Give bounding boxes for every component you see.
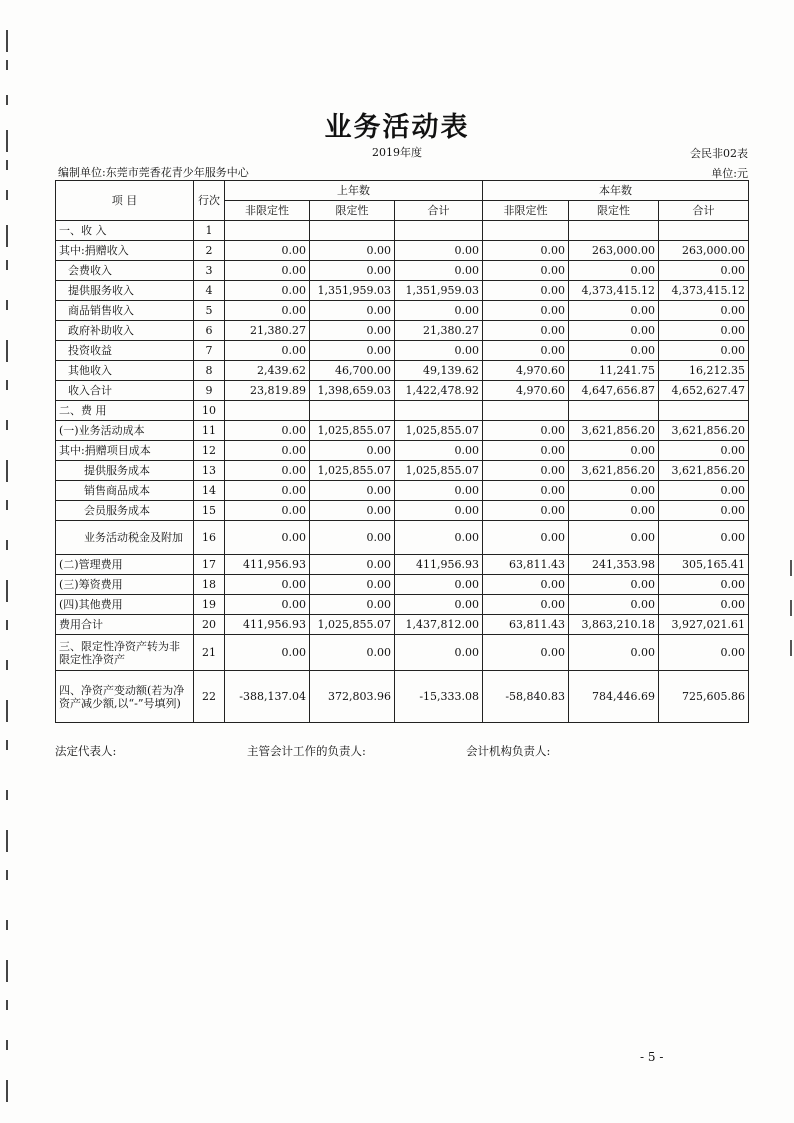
header-curr-unrestricted: 非限定性 <box>483 201 569 221</box>
scan-mark <box>6 300 16 310</box>
row-value-cell <box>659 401 749 421</box>
row-line-number: 7 <box>194 341 225 361</box>
row-line-number: 5 <box>194 301 225 321</box>
row-value-cell: 0.00 <box>310 575 395 595</box>
left-margin-marks <box>6 0 20 1123</box>
row-item-label: 会费收入 <box>56 261 194 281</box>
row-line-number: 1 <box>194 221 225 241</box>
row-value-cell: 3,621,856.20 <box>569 421 659 441</box>
row-line-number: 14 <box>194 481 225 501</box>
table-row <box>56 575 749 595</box>
row-value-cell: 241,353.98 <box>569 555 659 575</box>
row-value-cell: 0.00 <box>310 555 395 575</box>
row-item-label: (一)业务活动成本 <box>56 421 194 441</box>
row-value-cell: 3,863,210.18 <box>569 615 659 635</box>
table-row <box>56 361 749 381</box>
row-line-number: 21 <box>194 635 225 671</box>
row-value-cell: 0.00 <box>310 635 395 671</box>
row-item-label: 业务活动税金及附加 <box>56 521 194 555</box>
scan-mark <box>6 460 16 482</box>
table-row <box>56 421 749 441</box>
row-value-cell: 0.00 <box>225 521 310 555</box>
row-value-cell: 3,621,856.20 <box>569 461 659 481</box>
row-value-cell: 3,621,856.20 <box>659 421 749 441</box>
scan-mark <box>6 30 16 52</box>
scan-mark <box>6 700 16 722</box>
scan-mark <box>6 960 16 982</box>
row-item-label: 三、限定性净资产转为非限定性净资产 <box>56 635 194 671</box>
scan-mark <box>6 60 16 70</box>
currency-unit: 单位:元 <box>711 167 748 180</box>
table-row <box>56 635 749 671</box>
row-item-label: 一、收 入 <box>56 221 194 241</box>
accounting-dept-label: 会计机构负责人: <box>466 744 551 758</box>
header-curr-restricted: 限定性 <box>569 201 659 221</box>
row-value-cell: 0.00 <box>483 481 569 501</box>
row-line-number: 13 <box>194 461 225 481</box>
row-value-cell <box>569 401 659 421</box>
scan-mark <box>6 420 16 430</box>
scan-mark <box>6 225 16 247</box>
row-value-cell: 0.00 <box>310 521 395 555</box>
row-line-number: 10 <box>194 401 225 421</box>
row-value-cell: 784,446.69 <box>569 671 659 723</box>
activity-statement-table <box>55 180 749 723</box>
row-item-label: 其中:捐赠收入 <box>56 241 194 261</box>
row-value-cell: 0.00 <box>659 521 749 555</box>
row-value-cell: 23,819.89 <box>225 381 310 401</box>
row-value-cell: 0.00 <box>310 261 395 281</box>
scan-mark <box>6 260 16 270</box>
table-row <box>56 321 749 341</box>
table-row <box>56 381 749 401</box>
row-value-cell: 0.00 <box>659 575 749 595</box>
row-value-cell: 0.00 <box>395 521 483 555</box>
row-value-cell: 0.00 <box>483 261 569 281</box>
table-row <box>56 461 749 481</box>
row-value-cell: 49,139.62 <box>395 361 483 381</box>
row-value-cell <box>483 221 569 241</box>
row-value-cell: 0.00 <box>395 241 483 261</box>
row-value-cell: 305,165.41 <box>659 555 749 575</box>
row-item-label: 投资收益 <box>56 341 194 361</box>
header-curr-total: 合计 <box>659 201 749 221</box>
table-row <box>56 281 749 301</box>
row-value-cell: 0.00 <box>225 341 310 361</box>
row-value-cell: 411,956.93 <box>225 555 310 575</box>
row-item-label: (三)筹资费用 <box>56 575 194 595</box>
scan-mark <box>6 340 16 362</box>
row-line-number: 19 <box>194 595 225 615</box>
scan-mark <box>6 190 16 200</box>
row-value-cell: 0.00 <box>225 281 310 301</box>
row-value-cell <box>569 221 659 241</box>
header-curr-year: 本年数 <box>483 181 749 201</box>
row-value-cell: 46,700.00 <box>310 361 395 381</box>
row-value-cell: 0.00 <box>225 441 310 461</box>
table-row <box>56 555 749 575</box>
row-value-cell: 1,351,959.03 <box>395 281 483 301</box>
row-value-cell: 0.00 <box>483 501 569 521</box>
scan-mark <box>786 560 792 576</box>
row-value-cell <box>483 401 569 421</box>
row-value-cell: 0.00 <box>569 321 659 341</box>
row-line-number: 8 <box>194 361 225 381</box>
row-value-cell: 0.00 <box>483 321 569 341</box>
row-value-cell: 0.00 <box>395 261 483 281</box>
row-value-cell: 0.00 <box>569 635 659 671</box>
scan-mark <box>6 580 16 602</box>
row-line-number: 15 <box>194 501 225 521</box>
scan-mark <box>6 870 16 880</box>
row-value-cell: 4,647,656.87 <box>569 381 659 401</box>
scan-mark <box>6 95 16 105</box>
row-value-cell: 4,373,415.12 <box>659 281 749 301</box>
row-value-cell: 0.00 <box>395 341 483 361</box>
header-item: 项 目 <box>56 181 194 221</box>
row-value-cell: 0.00 <box>225 461 310 481</box>
row-value-cell: 0.00 <box>569 301 659 321</box>
row-value-cell: 0.00 <box>569 261 659 281</box>
row-value-cell: 4,652,627.47 <box>659 381 749 401</box>
row-value-cell: 0.00 <box>483 441 569 461</box>
row-value-cell: 0.00 <box>659 321 749 341</box>
scan-mark <box>786 640 792 656</box>
row-line-number: 22 <box>194 671 225 723</box>
row-value-cell: 0.00 <box>225 635 310 671</box>
row-value-cell: 4,373,415.12 <box>569 281 659 301</box>
row-value-cell: 0.00 <box>483 421 569 441</box>
row-value-cell: 0.00 <box>569 521 659 555</box>
scan-mark <box>6 660 16 670</box>
row-item-label: 会员服务成本 <box>56 501 194 521</box>
scan-mark <box>6 1040 16 1050</box>
table-row <box>56 221 749 241</box>
row-item-label: 四、净资产变动额(若为净资产减少额,以“-”号填列) <box>56 671 194 723</box>
row-value-cell: 0.00 <box>483 341 569 361</box>
row-item-label: 费用合计 <box>56 615 194 635</box>
row-value-cell: 372,803.96 <box>310 671 395 723</box>
scan-mark <box>6 540 16 550</box>
row-value-cell: 0.00 <box>225 501 310 521</box>
row-value-cell: 0.00 <box>395 635 483 671</box>
row-item-label: 商品销售收入 <box>56 301 194 321</box>
row-value-cell: 1,025,855.07 <box>395 461 483 481</box>
table-row <box>56 341 749 361</box>
row-line-number: 17 <box>194 555 225 575</box>
row-line-number: 18 <box>194 575 225 595</box>
row-value-cell: 0.00 <box>395 575 483 595</box>
scan-mark <box>6 740 16 750</box>
row-value-cell: 411,956.93 <box>225 615 310 635</box>
row-value-cell: -15,333.08 <box>395 671 483 723</box>
header-prev-restricted: 限定性 <box>310 201 395 221</box>
scan-mark <box>6 920 16 930</box>
row-value-cell: 0.00 <box>310 341 395 361</box>
right-margin-marks <box>782 0 792 1123</box>
table-row <box>56 401 749 421</box>
row-value-cell: 11,241.75 <box>569 361 659 381</box>
row-value-cell: 1,398,659.03 <box>310 381 395 401</box>
row-value-cell: 4,970.60 <box>483 381 569 401</box>
row-value-cell: 0.00 <box>569 481 659 501</box>
row-value-cell: 0.00 <box>483 635 569 671</box>
header-prev-year: 上年数 <box>225 181 483 201</box>
row-value-cell: 0.00 <box>310 501 395 521</box>
row-value-cell: 1,025,855.07 <box>310 615 395 635</box>
row-value-cell: 263,000.00 <box>659 241 749 261</box>
row-value-cell <box>395 221 483 241</box>
scan-mark <box>6 380 16 390</box>
scan-mark <box>6 790 16 800</box>
row-value-cell <box>225 221 310 241</box>
row-value-cell: 63,811.43 <box>483 615 569 635</box>
row-value-cell: 0.00 <box>569 501 659 521</box>
row-value-cell: 0.00 <box>659 261 749 281</box>
table-row <box>56 595 749 615</box>
table-row <box>56 241 749 261</box>
row-value-cell <box>395 401 483 421</box>
scan-mark <box>786 600 792 616</box>
row-line-number: 11 <box>194 421 225 441</box>
row-line-number: 3 <box>194 261 225 281</box>
row-value-cell: 1,437,812.00 <box>395 615 483 635</box>
row-value-cell: 0.00 <box>569 595 659 615</box>
row-value-cell: 1,025,855.07 <box>395 421 483 441</box>
scan-mark <box>6 620 16 630</box>
row-item-label: 收入合计 <box>56 381 194 401</box>
table-row <box>56 671 749 723</box>
row-value-cell: 1,025,855.07 <box>310 421 395 441</box>
table-row <box>56 481 749 501</box>
row-value-cell: 0.00 <box>659 595 749 615</box>
row-value-cell: 0.00 <box>310 241 395 261</box>
report-year: 2019年度 <box>372 146 422 159</box>
table-row <box>56 615 749 635</box>
row-item-label: 其他收入 <box>56 361 194 381</box>
preparing-unit: 编制单位:东莞市莞香花青少年服务中心 <box>58 166 249 179</box>
row-value-cell: 0.00 <box>395 595 483 615</box>
row-item-label: (二)管理费用 <box>56 555 194 575</box>
row-value-cell: 0.00 <box>395 501 483 521</box>
scan-mark <box>6 1080 16 1102</box>
row-value-cell: 1,422,478.92 <box>395 381 483 401</box>
row-value-cell: 0.00 <box>225 481 310 501</box>
row-value-cell: 16,212.35 <box>659 361 749 381</box>
row-value-cell: 1,025,855.07 <box>310 461 395 481</box>
row-value-cell: 0.00 <box>483 521 569 555</box>
row-value-cell: 1,351,959.03 <box>310 281 395 301</box>
header-prev-total: 合计 <box>395 201 483 221</box>
accounting-head-label: 主管会计工作的负责人: <box>247 744 366 758</box>
row-value-cell: 2,439.62 <box>225 361 310 381</box>
table-row <box>56 501 749 521</box>
row-value-cell: 0.00 <box>659 481 749 501</box>
row-item-label: 提供服务成本 <box>56 461 194 481</box>
row-value-cell: 0.00 <box>310 301 395 321</box>
row-value-cell: 0.00 <box>483 301 569 321</box>
row-value-cell: 3,621,856.20 <box>659 461 749 481</box>
row-value-cell: 0.00 <box>659 341 749 361</box>
header-prev-unrestricted: 非限定性 <box>225 201 310 221</box>
scan-mark <box>6 1000 16 1010</box>
header-line: 行次 <box>194 181 225 221</box>
row-item-label: 二、费 用 <box>56 401 194 421</box>
scan-mark <box>6 160 16 170</box>
row-value-cell: 21,380.27 <box>395 321 483 341</box>
report-title: 业务活动表 <box>324 112 470 143</box>
row-value-cell: 725,605.86 <box>659 671 749 723</box>
table-row <box>56 441 749 461</box>
row-value-cell: -58,840.83 <box>483 671 569 723</box>
row-value-cell: 263,000.00 <box>569 241 659 261</box>
row-value-cell: 0.00 <box>659 635 749 671</box>
row-value-cell: 0.00 <box>659 301 749 321</box>
table-row <box>56 261 749 281</box>
form-code: 会民非02表 <box>690 147 748 160</box>
row-value-cell: 0.00 <box>225 301 310 321</box>
table-row <box>56 521 749 555</box>
row-item-label: 其中:捐赠项目成本 <box>56 441 194 461</box>
row-value-cell: 0.00 <box>483 241 569 261</box>
row-value-cell: 0.00 <box>659 441 749 461</box>
legal-representative-label: 法定代表人: <box>55 744 117 758</box>
row-line-number: 16 <box>194 521 225 555</box>
row-value-cell: -388,137.04 <box>225 671 310 723</box>
row-value-cell: 0.00 <box>569 341 659 361</box>
row-value-cell: 21,380.27 <box>225 321 310 341</box>
row-line-number: 9 <box>194 381 225 401</box>
row-value-cell: 0.00 <box>483 595 569 615</box>
row-value-cell: 4,970.60 <box>483 361 569 381</box>
row-value-cell: 3,927,021.61 <box>659 615 749 635</box>
table-row <box>56 301 749 321</box>
row-value-cell: 411,956.93 <box>395 555 483 575</box>
row-value-cell: 0.00 <box>569 441 659 461</box>
row-value-cell: 0.00 <box>659 501 749 521</box>
row-value-cell: 0.00 <box>225 421 310 441</box>
row-value-cell: 0.00 <box>395 301 483 321</box>
row-value-cell <box>310 221 395 241</box>
row-value-cell: 0.00 <box>395 441 483 461</box>
row-value-cell: 0.00 <box>310 441 395 461</box>
row-value-cell: 0.00 <box>225 575 310 595</box>
row-value-cell: 0.00 <box>310 321 395 341</box>
row-item-label: 销售商品成本 <box>56 481 194 501</box>
row-value-cell: 0.00 <box>569 575 659 595</box>
row-line-number: 2 <box>194 241 225 261</box>
row-line-number: 4 <box>194 281 225 301</box>
row-value-cell: 0.00 <box>225 261 310 281</box>
scan-mark <box>6 500 16 510</box>
row-value-cell <box>225 401 310 421</box>
row-line-number: 12 <box>194 441 225 461</box>
row-item-label: 政府补助收入 <box>56 321 194 341</box>
row-value-cell: 0.00 <box>483 575 569 595</box>
row-value-cell: 0.00 <box>225 595 310 615</box>
scan-mark <box>6 830 16 852</box>
row-line-number: 6 <box>194 321 225 341</box>
row-item-label: (四)其他费用 <box>56 595 194 615</box>
row-value-cell: 0.00 <box>483 281 569 301</box>
row-value-cell: 0.00 <box>225 241 310 261</box>
page-number: - 5 - <box>640 1050 664 1064</box>
row-value-cell <box>310 401 395 421</box>
row-value-cell: 63,811.43 <box>483 555 569 575</box>
row-value-cell: 0.00 <box>483 461 569 481</box>
row-value-cell: 0.00 <box>395 481 483 501</box>
row-value-cell <box>659 221 749 241</box>
row-value-cell: 0.00 <box>310 595 395 615</box>
row-line-number: 20 <box>194 615 225 635</box>
row-item-label: 提供服务收入 <box>56 281 194 301</box>
row-value-cell: 0.00 <box>310 481 395 501</box>
